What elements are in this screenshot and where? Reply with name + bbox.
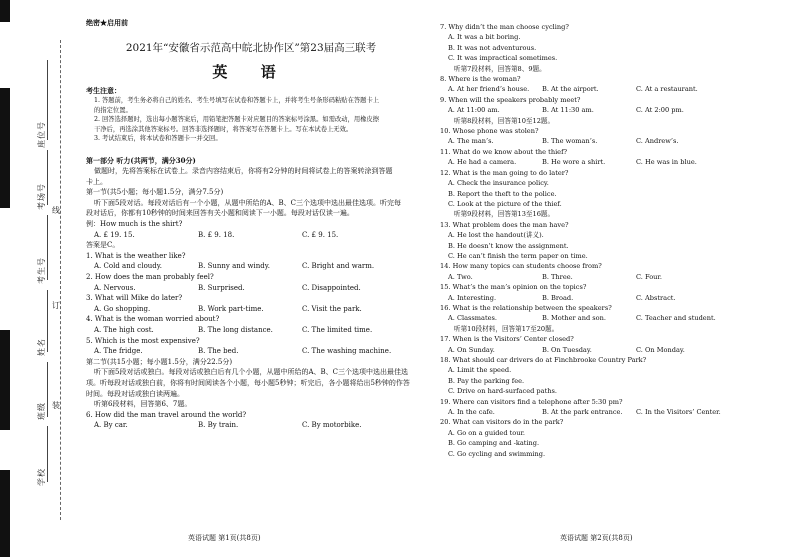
option: B. Work part-time. xyxy=(198,304,264,313)
section2-title: 第二节(共15小题；每小题1.5分，满分22.5分) xyxy=(86,357,233,366)
question: 20. What can visitors do in the park? xyxy=(440,418,564,427)
material-instruction: 听第9段材料，回答第13至16题。 xyxy=(454,210,555,219)
option: B. Surprised. xyxy=(198,283,245,292)
option: A. The man’s. xyxy=(448,137,494,146)
binding-dashed-line xyxy=(60,40,61,520)
options xyxy=(440,136,780,146)
option: B. Report the theft to the police. xyxy=(448,189,557,198)
option: C. £ 9. 15. xyxy=(302,230,339,239)
question: 5. Which is the most expensive? xyxy=(86,336,200,345)
page-1-footer: 英语试题 第1页(共8页) xyxy=(188,534,261,542)
section1-title: 第一节(共5小题；每小题1.5分，满分7.5分) xyxy=(86,188,224,197)
section1-intro: 听下面5段对话。每段对话后有一个小题，从题中所给的A、B、C三个选项中选出最佳选项。听完每 xyxy=(94,198,402,207)
options xyxy=(86,261,416,272)
part1-title: 第一部分 听力(共两节，满分30分) xyxy=(86,155,196,165)
option: B. It was not adventurous. xyxy=(448,43,537,52)
option: A. Classmates. xyxy=(448,314,498,323)
option: A. £ 19. 15. xyxy=(94,230,135,239)
question: 11. What do we know about the thief? xyxy=(440,147,568,156)
option: B. At the airport. xyxy=(542,85,599,94)
options xyxy=(86,283,416,294)
binding-stripe xyxy=(0,0,10,22)
option: C. Drive on hard-surfaced paths. xyxy=(448,387,557,396)
options xyxy=(440,157,780,167)
material-instruction: 听第10段材料，回答第17至20题。 xyxy=(454,324,559,333)
option: A. Go on a guided tour. xyxy=(448,428,526,437)
binding-stripe xyxy=(0,330,10,430)
part1-intro: 卡上。 xyxy=(86,177,107,186)
option: C. Visit the park. xyxy=(302,304,362,313)
option: A. In the cafe. xyxy=(448,408,495,417)
option: B. He doesn’t know the assignment. xyxy=(448,241,569,250)
fill-line xyxy=(47,60,48,140)
material-instruction: 听第7段材料，回答第8、9题。 xyxy=(454,64,546,73)
options xyxy=(86,346,416,357)
question: 13. What problem does the man have? xyxy=(440,220,569,229)
example-answer: 答案是C。 xyxy=(86,241,120,250)
options xyxy=(440,84,780,94)
options xyxy=(440,105,780,115)
option: A. He had a camera. xyxy=(448,158,517,167)
option: C. Andrew’s. xyxy=(636,137,679,146)
option: B. By train. xyxy=(198,421,239,430)
option: C. On Monday. xyxy=(636,345,685,354)
option: A. He lost the handout(讲义). xyxy=(448,231,544,240)
option: B. At the park entrance. xyxy=(542,408,623,417)
fill-line xyxy=(47,362,48,417)
question: 6. How did the man travel around the world? xyxy=(86,410,247,419)
question: 15. What’s the man’s opinion on the topics? xyxy=(440,283,587,292)
option: A. At 11:00 am. xyxy=(448,106,500,115)
cut-mark-line: 线 xyxy=(52,206,60,215)
notice-line: 3. 考试结束后，将本试卷和答题卡一并交回。 xyxy=(94,135,222,142)
option: A. By car. xyxy=(94,421,128,430)
option: C. He was in blue. xyxy=(636,158,697,167)
option: A. The fridge. xyxy=(94,347,143,356)
option: C. In the Visitors’ Center. xyxy=(636,408,721,417)
question: 8. Where is the woman? xyxy=(440,75,521,84)
options xyxy=(440,313,780,323)
option: C. At a restaurant. xyxy=(636,85,698,94)
seat-number-label: 座位号 xyxy=(37,121,46,148)
option: C. It was impractical sometimes. xyxy=(448,54,558,63)
option: A. At her friend’s house. xyxy=(448,85,530,94)
question: 1. What is the weather like? xyxy=(86,251,186,260)
fill-line xyxy=(47,426,48,482)
material-instruction: 听第6段材料，回答第6、7题。 xyxy=(94,400,192,409)
section2-intro: 听下面5段对话或独白。每段对话或独白后有几个小题，从题中所给的A、B、C三个选项中选出最佳选 xyxy=(94,368,409,377)
option: A. Go shopping. xyxy=(94,304,151,313)
options xyxy=(440,272,780,282)
section1-intro: 段对话后，你都有10秒钟的时间来回答有关小题和阅读下一小题。每段对话仅读一遍。 xyxy=(86,209,354,218)
school-label: 学校 xyxy=(37,468,46,486)
cut-mark-pack: 装 xyxy=(52,401,60,410)
binding-stripe xyxy=(0,470,10,557)
option: C. Disappointed. xyxy=(302,283,361,292)
option: A. The high cost. xyxy=(94,326,154,334)
option: A. Interesting. xyxy=(448,293,497,302)
exam-room-label: 考场号 xyxy=(37,183,46,210)
question: 16. What is the relationship between the speakers? xyxy=(440,303,612,312)
cut-mark-bind: 订 xyxy=(52,301,60,310)
question: 19. Where can visitors find a telephone after 5:30 pm? xyxy=(440,397,623,406)
question: 14. How many topics can students choose from? xyxy=(440,262,602,271)
option: B. He wore a shirt. xyxy=(542,158,606,167)
option: A. Cold and cloudy. xyxy=(94,262,163,271)
option: C. At 2:00 pm. xyxy=(636,106,684,115)
notice-line: 1. 答题前，考生务必将自己的姓名、考生号填写在试卷和答题卡上，并将考生号条形码粘贴在答题卡上 xyxy=(94,97,380,104)
option: C. Go cycling and swimming. xyxy=(448,449,546,458)
option: B. Three. xyxy=(542,272,573,281)
option: B. Sunny and windy. xyxy=(198,262,270,271)
subject-title: 英 语 xyxy=(212,63,290,81)
page-1 xyxy=(86,18,416,431)
notice-line: 2. 回答选择题时，选出每小题答案后，用铅笔把答题卡对应题目的答案标号涂黑。如需改动，用橡皮擦 xyxy=(94,116,380,123)
binding-margin xyxy=(0,0,62,557)
options xyxy=(86,304,416,315)
exam-title: 2021年“安徽省示范高中皖北协作区”第23届高三联考 xyxy=(125,42,377,54)
page-2 xyxy=(440,22,780,459)
option: B. £ 9. 18. xyxy=(198,230,235,239)
notice-line: 的指定位置。 xyxy=(94,106,132,114)
option: A. On Sunday. xyxy=(448,345,495,354)
option: B. The woman’s. xyxy=(542,137,598,146)
option: C. Four. xyxy=(636,272,662,281)
fill-line xyxy=(47,215,48,280)
page-2-footer: 英语试题 第2页(共8页) xyxy=(560,534,633,542)
options xyxy=(440,345,780,355)
option: B. On Tuesday. xyxy=(542,345,592,354)
option: A. Limit the speed. xyxy=(448,366,512,375)
question: 18. What should car drivers do at Finchbrooke Country Park? xyxy=(440,356,647,364)
binding-stripe xyxy=(0,88,10,208)
name-label: 姓名 xyxy=(37,338,46,356)
notice-line: 干净后，再选涂其他答案标号。回答非选择题时，将答案写在答题卡上。写在本试卷上无效。 xyxy=(94,125,353,133)
option: C. Teacher and student. xyxy=(636,314,716,323)
part1-intro: 做题时，先将答案标在试卷上。录音内容结束后，你将有2分钟的时间将试卷上的答案转涂到答题 xyxy=(94,167,393,176)
options xyxy=(440,407,780,417)
option: C. Bright and warm. xyxy=(302,262,375,271)
option: A. Two. xyxy=(448,272,473,281)
material-instruction: 听第8段材料，回答第10至12题。 xyxy=(454,116,555,125)
option: C. By motorbike. xyxy=(302,421,362,430)
option: B. At 11:30 am. xyxy=(542,106,594,115)
option: C. The limited time. xyxy=(302,326,373,334)
notice-title: 考生注意： xyxy=(86,86,121,95)
option: B. Broad. xyxy=(542,293,574,302)
option: B. The bed. xyxy=(198,347,239,356)
section2-intro: 时间。每段对话或独白读两遍。 xyxy=(86,389,184,398)
options xyxy=(86,420,416,431)
option: C. Look at the picture of the thief. xyxy=(448,199,562,208)
question: 7. Why didn’t the man choose cycling? xyxy=(440,23,569,31)
option: B. Pay the parking fee. xyxy=(448,376,525,385)
fill-line xyxy=(47,150,48,205)
option: B. Go camping and -kating. xyxy=(448,439,540,448)
question: 10. Whose phone was stolen? xyxy=(440,127,539,136)
fill-line xyxy=(47,290,48,352)
section2-intro: 项。听每段对话或独白前，你将有时间阅读各个小题，每小题5秒钟；听完后，各小题将给出5秒钟的作答 xyxy=(86,378,410,387)
candidate-number-label: 考生号 xyxy=(37,257,46,284)
example-question: 例：How much is the shirt? xyxy=(86,220,183,229)
option: C. Abstract. xyxy=(636,293,676,302)
question: 17. When is the Visitors’ Center closed? xyxy=(440,335,574,344)
class-label: 班级 xyxy=(37,402,46,420)
question: 9. When will the speakers probably meet? xyxy=(440,95,581,104)
option: C. He can’t finish the term paper on time. xyxy=(448,251,588,260)
question: 12. What is the man going to do later? xyxy=(440,168,569,177)
option: A. Nervous. xyxy=(94,283,136,292)
question: 2. How does the man probably feel? xyxy=(86,273,214,282)
options xyxy=(440,293,780,303)
option: B. Mother and son. xyxy=(542,314,606,323)
option: A. Check the insurance policy. xyxy=(448,179,549,188)
question: 3. What will Mike do later? xyxy=(86,294,183,303)
options xyxy=(86,325,416,336)
secret-label: 绝密★启用前 xyxy=(86,18,128,27)
option: B. The long distance. xyxy=(198,326,273,334)
option: A. It was a bit boring. xyxy=(448,33,521,42)
option: C. The washing machine. xyxy=(302,347,392,356)
question: 4. What is the woman worried about? xyxy=(86,315,220,324)
example-options xyxy=(86,230,416,241)
